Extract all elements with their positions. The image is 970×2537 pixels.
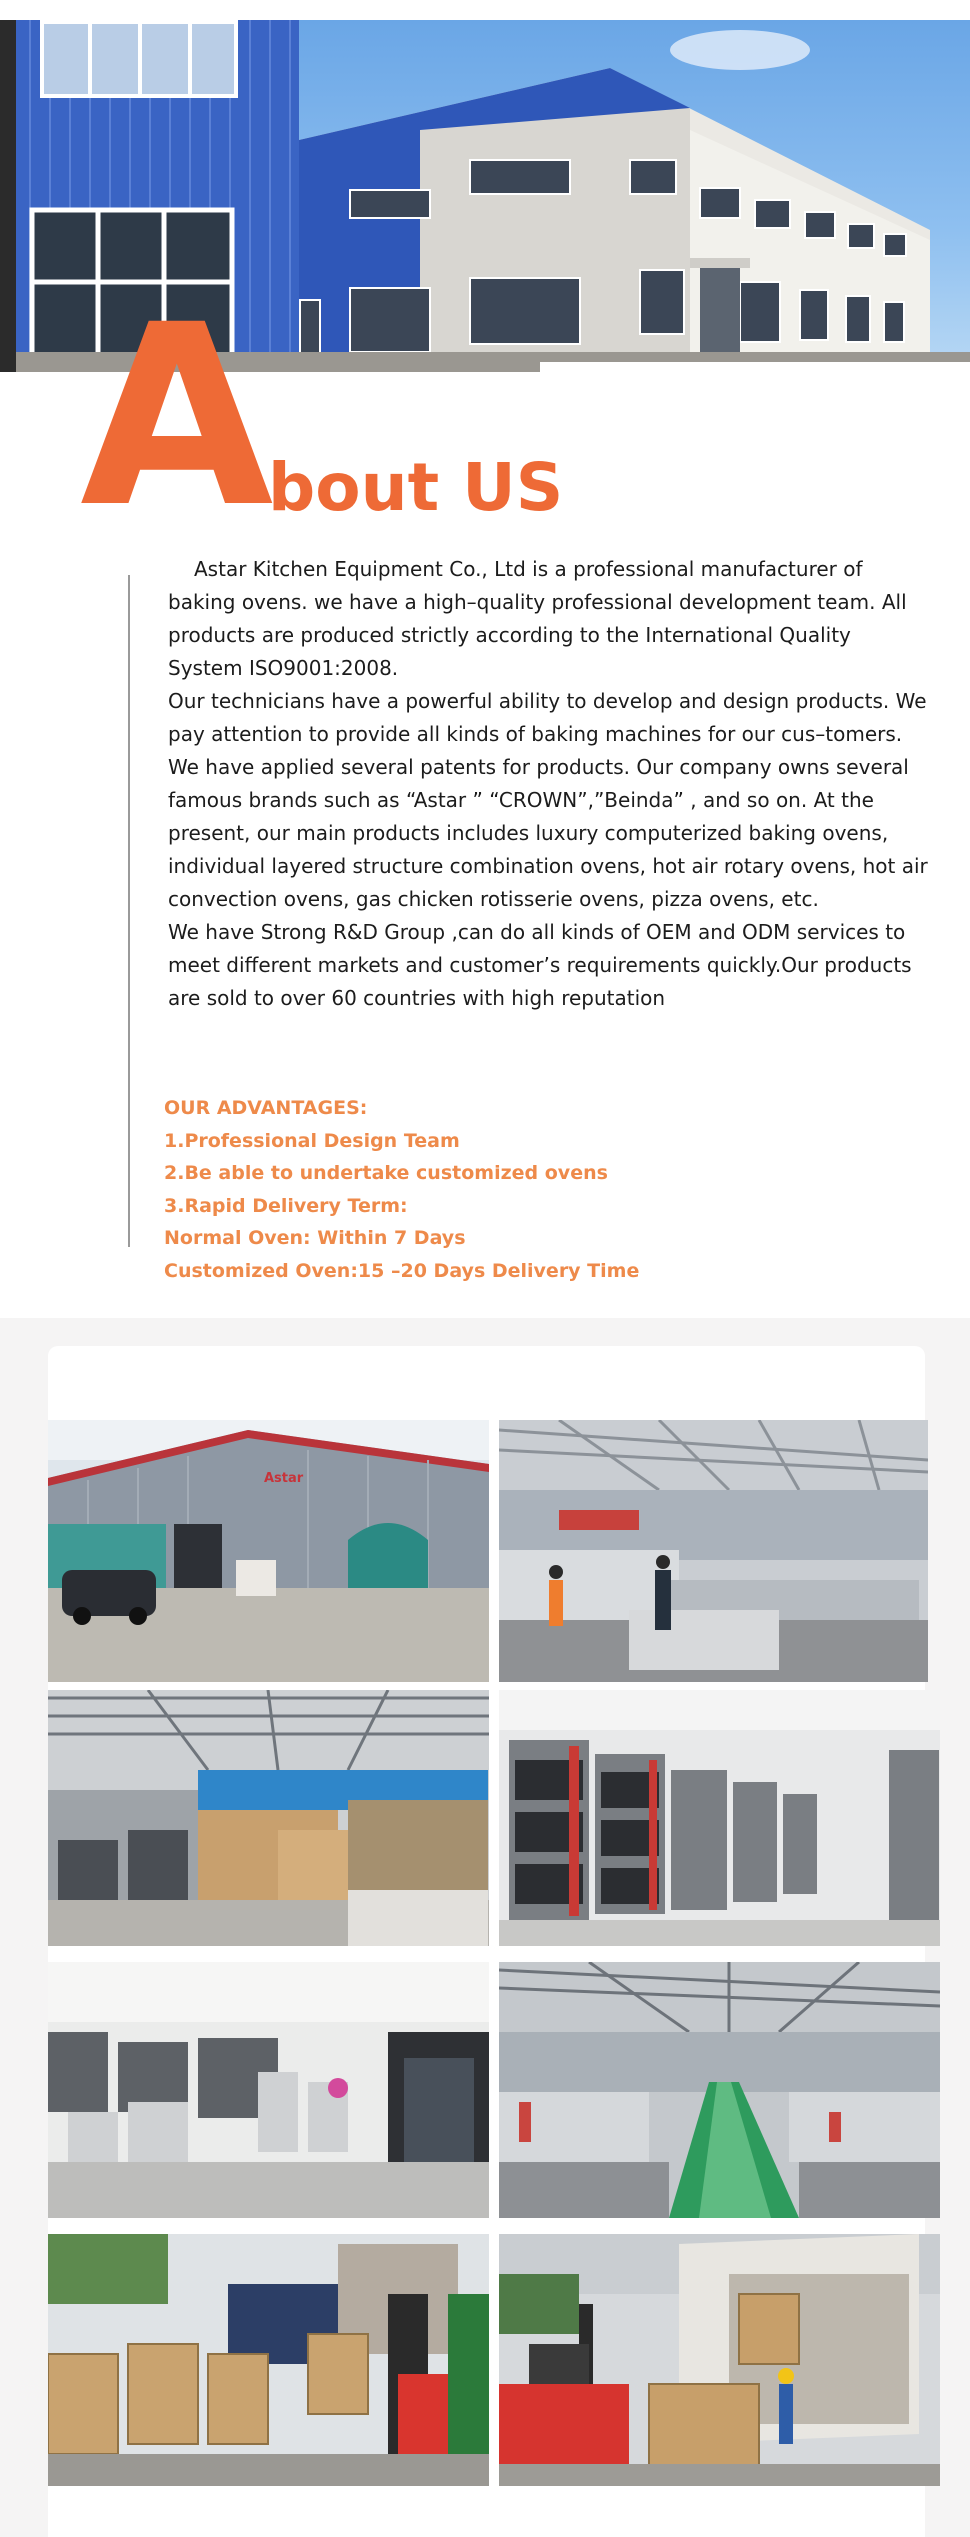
advantage-item: 1.Professional Design Team (164, 1129, 460, 1152)
photo-showroom-deck-ovens (499, 1690, 940, 1946)
photo-factory-exterior (48, 1420, 489, 1682)
advantage-item: Normal Oven: Within 7 Days (164, 1227, 466, 1249)
photo-sign-text: Astar (264, 1471, 304, 1486)
photo-workshop-workers (499, 1420, 928, 1682)
photo-crates-forklift (48, 2234, 489, 2486)
intro-paragraph-2: Our technicians have a powerful ability to develop and design products. We pay attention to provide all kinds of baking machines for our cus–tomers. We have applied several patents for products. Our company owns several famous brands such as “Astar ” “CROWN”,”Beinda” , and so on. At the present, our main products includes luxury computerized baking ovens, individual layered structure combination ovens, hot air rotary ovens, hot air convection ovens, gas chicken rotisserie ovens, pizza ovens, etc. (168, 689, 928, 911)
advantages-title: OUR ADVANTAGES: (164, 1097, 368, 1119)
photo-showroom-mixers (48, 1962, 489, 2218)
vertical-divider (128, 575, 130, 1247)
intro-paragraph-1: Astar Kitchen Equipment Co., Ltd is a professional manufacturer of baking ovens. we have a high–quality professional development team. All products are produced strictly according to the International Quality System ISO9001:2008. (168, 557, 907, 680)
advantage-item: 2.Be able to undertake customized ovens (164, 1162, 608, 1184)
photo-container-loading (499, 2234, 940, 2486)
heading-big-letter: A (80, 271, 268, 562)
advantages-list (164, 1092, 924, 1287)
photo-production-floor (499, 1962, 940, 2218)
advantage-item: Customized Oven:15 –20 Days Delivery Time (164, 1259, 640, 1282)
intro-paragraph-3: We have Strong R&D Group ,can do all kinds of OEM and ODM services to meet different markets and customer’s requirements quickly.Our products are sold to over 60 countries with high reputation (168, 920, 912, 1010)
heading-rest: bout US (268, 449, 564, 526)
advantage-item: 3.Rapid Delivery Term: (164, 1194, 408, 1217)
photo-warehouse-packed-ovens (48, 1690, 489, 1946)
intro-text (168, 553, 928, 1015)
